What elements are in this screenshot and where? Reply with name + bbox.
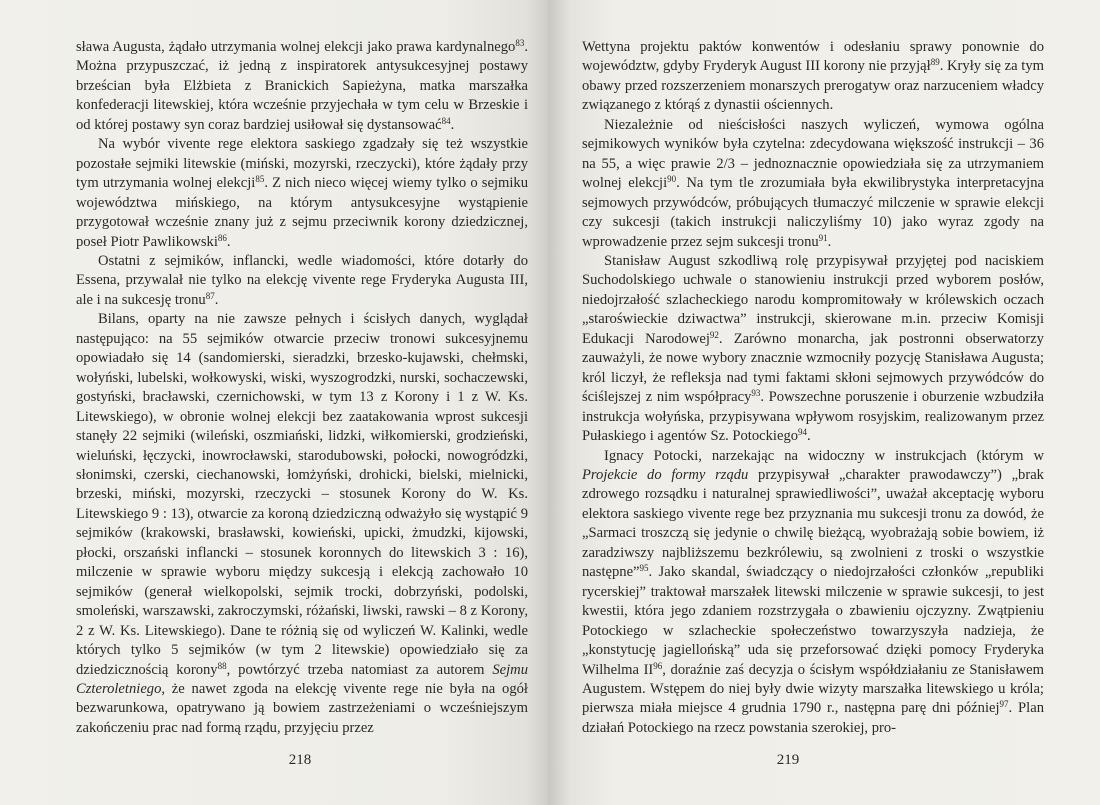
text-run: .	[214, 291, 219, 308]
paragraph	[76, 135, 528, 252]
footnote-marker: 94	[798, 427, 808, 438]
text-run: Wettyna projektu paktów konwentów i odesłaniu sprawy ponownie do województw, gdyby Fryderyk August III korony nie przyjął	[582, 39, 1044, 75]
text-run: .	[450, 116, 455, 133]
footnote-marker: 97	[999, 699, 1009, 710]
text-run: Na wybór vivente rege elektora saskiego zgadzały się też wszystkie pozostałe sejmiki litewskie (miński, mozyrski, rzeczycki), które żądały przy tym utrzymania wolnej elekcji	[76, 136, 528, 192]
right-page	[548, 0, 1100, 805]
paragraph	[582, 447, 1044, 739]
text-run: , powtórzyć trzeba natomiast za autorem	[226, 661, 493, 678]
text-run: Stanisław August szkodliwą rolę przypisywał przyjętej pod naciskiem Suchodolskiego uchwale o stanowieniu instrukcji przed wyborem posłów, niedojrzałość szlacheckiego narodu kompromitowały w królewskich oczach „staroświeckie dziwactwa” instrukcji, skierowane m.in. przeciw Komisji Edukacji Narodowej	[582, 252, 1044, 347]
text-run: Ignacy Potocki, narzekając na widoczny w instrukcjach (którym w	[604, 447, 1044, 464]
paragraph	[76, 310, 528, 738]
text-run: .	[827, 233, 832, 250]
paragraph	[582, 116, 1044, 252]
right-page-text	[582, 38, 1044, 738]
paragraph	[582, 38, 1044, 116]
text-run: . Można przypuszczać, iż jedną z inspiratorek antysukcesyjnej postawy brześcian była Elżbieta z Branickich Sapieżyna, matka marszałka konfederacji litewskiej, która wcześnie przyjechała w tym celu w Brzeskie i od której postawy syn coraz bardziej usiłował się dystansować	[76, 39, 528, 133]
text-run: . Kryły się za tym obawy przed rozszerzeniem monarszych prerogatyw oraz narzuceniem władcy związanego z którąś z dynastii ościennych.	[582, 58, 1044, 114]
text-run: przypisywał „charakter prawodawczy”) „brak zdrowego rozsądku i naturalnej sprawiedliwości”, uważał akceptację wyboru elektora saskiego vivente rege bez przyznania mu sukcesji tronu za dowód, że „Sarmaci troszczą się jedynie o chwilę bieżącą, wyobrażają sobie bowiem, iż zaradziwszy najbliższemu bezkrólewiu, są zwolnieni z troski o wszystkie następne”	[582, 466, 1044, 581]
page-number: 219	[776, 752, 800, 768]
text-run: .	[226, 233, 231, 250]
footnote-marker: 88	[217, 660, 227, 671]
text-run: .	[807, 428, 811, 445]
text-run: sława Augusta, żądało utrzymania wolnej elekcji jako prawa kardynalnego	[76, 39, 516, 55]
left-page-text	[76, 38, 528, 738]
text-run: . Z nich nieco więcej wiemy tylko o sejmiku województwa mińskiego, na którym antysukcesyjne wystąpienie przygotował wcześnie znany już z sejmu przeciwnik korony dziedzicznej, poseł Piotr Pawlikowski	[76, 175, 528, 250]
footnote-marker: 91	[818, 232, 828, 243]
footnote-marker: 85	[255, 174, 265, 185]
paragraph	[76, 38, 528, 135]
text-run: . Zarówno monarcha, jak postronni obserwatorzy zauważyli, że nowe wybory znacznie wzmocniły pozycję Stanisława Augusta; król liczył, że refleksja nad tymi faktami skłoni sejmowych przywódców do ściślejszej z nim współpracy	[582, 330, 1044, 406]
left-page	[0, 0, 548, 805]
footnote-marker: 84	[441, 115, 451, 126]
text-run: , że nawet zgoda na elekcję vivente rege nie była na ogół bezwarunkowa, opatrywano ją bowiem zastrzeżeniami o wcześniejszym zakończeniu prac nad formą rządu, przyjęciu przez	[76, 680, 528, 736]
text-run: . Powszechne poruszenie i oburzenie wzbudziła instrukcja wołyńska, przypisywana wpływom rosyjskim, realizowanym przez Pułaskiego i agentów Sz. Potockiego	[582, 389, 1044, 445]
text-run: Niezależnie od nieścisłości naszych wyliczeń, wymowa ogólna sejmikowych wyników była czytelna: zdecydowana większość instrukcji – 36 na 55, a więc prawie 2/3 – jednoznacznie opowiedziała się za utrzymaniem wolnej elekcji	[582, 116, 1044, 192]
footnote-marker: 93	[751, 388, 761, 399]
footnote-marker: 89	[930, 57, 940, 68]
book-title: Sejmu Czteroletniego	[76, 661, 528, 697]
footnote-marker: 83	[515, 38, 525, 48]
page-number: 218	[288, 752, 312, 768]
paragraph	[582, 252, 1044, 447]
text-run: Ostatni z sejmików, inflancki, wedle wiadomości, które dotarły do Essena, przywalał nie tylko na elekcję vivente rege Fryderyka Augusta III, ale i na sukcesję tronu	[76, 252, 528, 308]
text-run: Bilans, oparty na nie zawsze pełnych i ścisłych danych, wyglądał następująco: na 55 sejmików otwarcie przeciw tronowi sukcesyjnemu opowiadało się 14 (sandomierski, sieradzki, brzesko-kujawski, chełmski, wołyński, lubelski, wołkowyski, wiski, wyszogrodzki, nurski, sochaczewski, gostyński, bracławski, czernichowski, w tym 13 z Korony i 1 z W. Ks. Litewskiego), w obronie wolnej elekcji bez zaatakowania wprost sukcesji stanęły 22 sejmiki (wileński, oszmiański, lidzki, wiłkomierski, grodzieński, wieluński, łęczycki, inowrocławski, starodubowski, połocki, nowogródzki, słonimski, czerski, ciechanowski, łomżyński, drohicki, bielski, mielnicki, brzeski, miński, mozyrski, rzeczycki – stosunek Korony do W. Ks. Litewskiego 9 : 13), otwarcie za koroną dziedziczną odważyło się wystąpić 9 sejmików (krakowski, brasławski, kowieński, upicki, żmudzki, kijowski, płocki, orszański inflancki – stosunek koronnych do litewskich 3 : 16), milczenie w sprawie wyboru między sukcesją i elekcją zachowało 10 sejmików (generał wielkopolski, sejmik trocki, dobrzyński, podolski, smoleński, warszawski, zakroczymski, różański, liwski, rawski – 8 z Korony, 2 z W. Ks. Litewskiego). Dane te różnią się od wyliczeń W. Kalinki, wedle których tylko 5 sejmików (w tym 2 litewskie) opowiedziało się za dziedzicznością korony	[76, 311, 528, 678]
text-run: , doraźnie zaś decyzja o ścisłym współdziałaniu ze Stanisławem Augustem. Wstępem do niej były dwie wizyty marszałka litewskiego u króla; pierwsza miała miejsce 4 grudnia 1790 r., następna parę dni później	[582, 661, 1045, 717]
text-run: . Jako skandal, świadczący o niedojrzałości członków „republiki rycerskiej” traktował marszałek litewski milczenie w sprawie sukcesji, to jest kwestii, która jego zdaniem rozstrzygała o zbawieniu ojczyzny. Zwątpieniu Potockiego w szlacheckie społeczeństwo towarzyszyła nadzieja, że „konstytucję jagiellońską” uda się przeforsować dzięki pomocy Fryderyka Wilhelma II	[582, 564, 1044, 678]
footnote-marker: 87	[205, 290, 215, 301]
footnote-marker: 95	[639, 563, 649, 574]
paragraph	[76, 252, 528, 310]
text-run: . Na tym tle zrozumiała była ekwilibrystyka interpretacyjna sejmowych przywódców, próbujących tłumaczyć milczenie w sprawie elekcji czy sukcesji (takich instrukcji naliczyliśmy 10) jako wyraz zgody na wprowadzenie przez sejm sukcesji tronu	[582, 175, 1044, 250]
footnote-marker: 96	[653, 660, 663, 671]
book-title: Projekcie do formy rządu	[582, 466, 749, 483]
footnote-marker: 86	[217, 232, 227, 243]
footnote-marker: 92	[709, 329, 719, 340]
text-run: . Plan działań Potockiego na rzecz powstania szerokiej, pro-	[582, 700, 1044, 736]
footnote-marker: 90	[667, 174, 677, 185]
